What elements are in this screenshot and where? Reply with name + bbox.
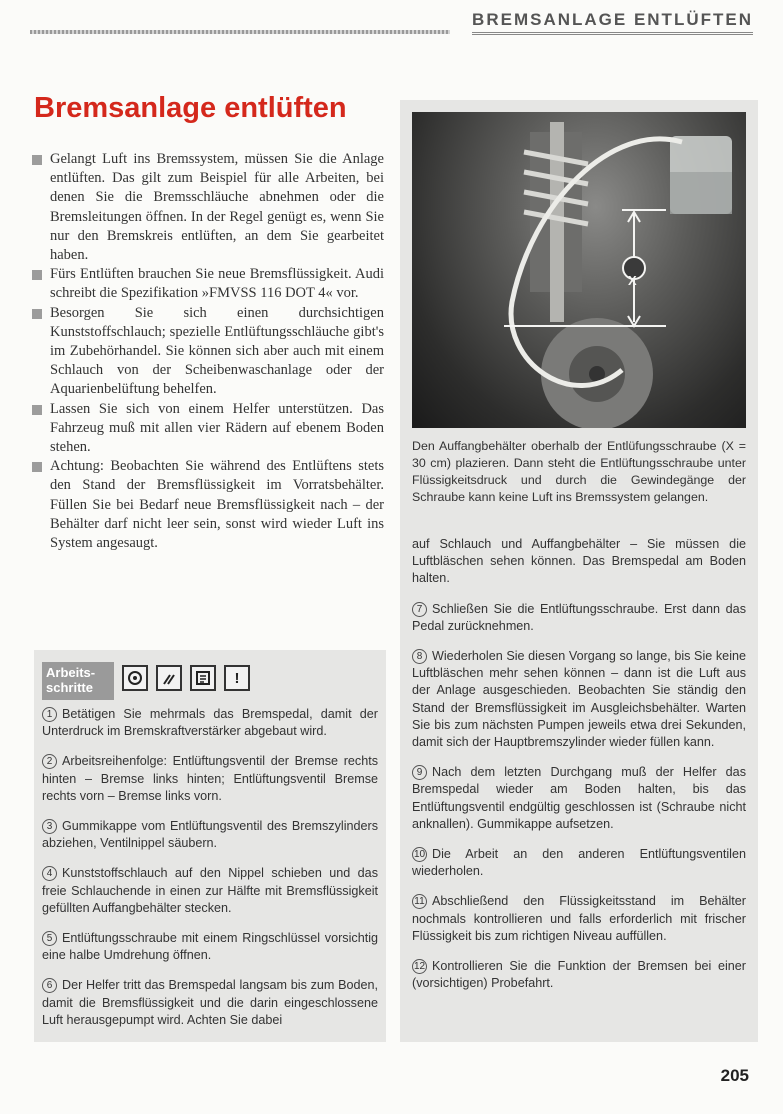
step-text: Betätigen Sie mehrmals das Bremspedal, damit der Unterdruck im Bremskraftverstärker abgebaut wird. [42,707,378,739]
wrench-tool-icon [156,665,182,691]
step-number: 8 [412,649,427,664]
round-object-icon [122,665,148,691]
manual-book-icon [190,665,216,691]
intro-item: Gelangt Luft ins Bremssystem, müssen Sie die Anlage entlüften. Das gilt zum Beispiel für alle Arbeiten, bei denen Sie die Bremsschläuche abnehmen oder die Bremsleitungen öffnen. In der Regel genügt es, wenn Sie nur den Bremskreis entlüften, an dem Sie gearbeitet haben. [32,150,384,265]
step-text: Nach dem letzten Durchgang muß der Helfer das Bremspedal wieder am Boden halten, bis das Entlüftungsventil endgültig geschlossen ist (Schraube nicht anknallen). Gummikappe aufsetzen. [412,765,746,831]
intro-item: Fürs Entlüften brauchen Sie neue Bremsflüssigkeit. Audi schreibt die Spezifikation »FMVSS 116 DOT 4« vor. [32,265,384,303]
step-number: 7 [412,602,427,617]
step-number: 3 [42,819,57,834]
step-number: 9 [412,765,427,780]
running-head: BREMSANLAGE ENTLÜFTEN [472,10,753,35]
left-steps-list [42,706,378,1042]
step-text: Wiederholen Sie diesen Vorgang so lange, bis Sie keine Luftbläschen mehr sehen können – dann ist die Luft aus der Anlage ausgeschieden. Beobachten Sie ständig den Stand der Bremsflüssigkeit im Ausgleichsbehälter. Warten Sie bis zum nächsten Pumpen jeweils etwa drei Sekunden, damit sich der Hauptbremszylinder wieder füllen kann. [412,649,746,750]
step-item [412,601,746,635]
step-text: Entlüftungsschraube mit einem Ringschlüssel vorsichtig eine halbe Umdrehung öffnen. [42,931,378,963]
step-item [42,706,378,740]
photo-caption: Den Auffangbehälter oberhalb der Entlüfungsschraube (X = 30 cm) plazieren. Dann steht die Entlüftungsschraube unter Flüssigkeitsdruck und durch die Gewindegänge der Schraube kann keine Luft ins Bremssystem gelangen. [412,439,746,504]
step-item [412,958,746,992]
step-text: Kontrollieren Sie die Funktion der Bremsen bei einer (vorsichtigen) Probefahrt. [412,959,746,991]
intro-item: Lassen Sie sich von einem Helfer unterstützen. Das Fahrzeug muß mit allen vier Rädern auf ebenem Boden stehen. [32,400,384,458]
step-item [42,753,378,805]
step-number: 10 [413,849,426,861]
step-item [42,865,378,917]
warning-icon: ! [224,665,250,691]
page-number: 205 [720,1066,749,1085]
step-number: 1 [42,707,57,722]
step-item [42,818,378,852]
step-text: Abschließend den Flüssigkeitsstand im Behälter nochmals kontrollieren und falls erforderlich mit frischer Flüssigkeit bis zum richtigen Niveau auffüllen. [412,894,746,943]
step-text: Der Helfer tritt das Bremspedal langsam bis zum Boden, damit die Bremsflüssigkeit und die darin eingeschlossene Luft herausgepumpt wird. Achten Sie dabei [42,978,378,1027]
page-title: Bremsanlage entlüften [34,92,347,124]
step-number: 11 [412,894,427,909]
step-text: Kunststoffschlauch auf den Nippel schieben und das freie Schlauchende in einen zur Hälfte mit Bremsflüssigkeit gefüllten Auffangbehälter stecken. [42,866,378,915]
step-number: 2 [42,754,57,769]
step-number: 5 [42,931,57,946]
right-column [400,100,758,1042]
step-item [42,977,378,1029]
intro-item: Besorgen Sie sich einen durchsichtigen Kunststoffschlauch; spezielle Entlüftungsschläuche gibt's im Zubehörhandel. Sie können sich aber auch mit einem Schlauch von der Scheibenwaschanlage oder der Aquarienbelüftung behelfen. [32,304,384,400]
step-number: 6 [42,978,57,993]
brake-bleeding-photo [412,112,746,428]
step-number: 4 [42,866,57,881]
intro-item: Achtung: Beobachten Sie während des Entlüftens stets den Stand der Bremsflüssigkeit im Vorratsbehälter. Füllen Sie bei Bedarf neue Bremsflüssigkeit nach – der Behälter darf nicht leer sein, sonst wird wieder Luft ins System angesaugt. [32,457,384,553]
work-steps-header [42,662,250,700]
step-text: Arbeitsreihenfolge: Entlüftungsventil der Bremse rechts hinten – Bremse links hinten; Entlüftungsventil Bremse rechts vorn – Bremse links vorn. [42,754,378,803]
step-continuation: auf Schlauch und Auffangbehälter – Sie müssen die Luftbläschen sehen können. Das Bremspedal am Boden halten. [412,537,746,586]
step-item [412,764,746,833]
right-steps-list [412,536,746,1005]
step-item [412,648,746,751]
photo-measurement-label: X [628,273,637,288]
step-item [42,930,378,964]
header-rule [30,30,450,34]
step-text: Die Arbeit an den anderen Entlüftungsventilen wiederholen. [412,847,746,879]
step-item [412,846,746,880]
work-steps-box [34,650,386,1042]
step-item [412,893,746,945]
work-steps-tag: Arbeits-schritte [42,662,114,700]
intro-list [32,150,384,553]
step-text: Gummikappe vom Entlüftungsventil des Bremszylinders abziehen, Ventilnippel säubern. [42,819,378,851]
step-text: Schließen Sie die Entlüftungsschraube. Erst dann das Pedal zurücknehmen. [412,601,746,633]
step-number: 12 [413,961,426,973]
